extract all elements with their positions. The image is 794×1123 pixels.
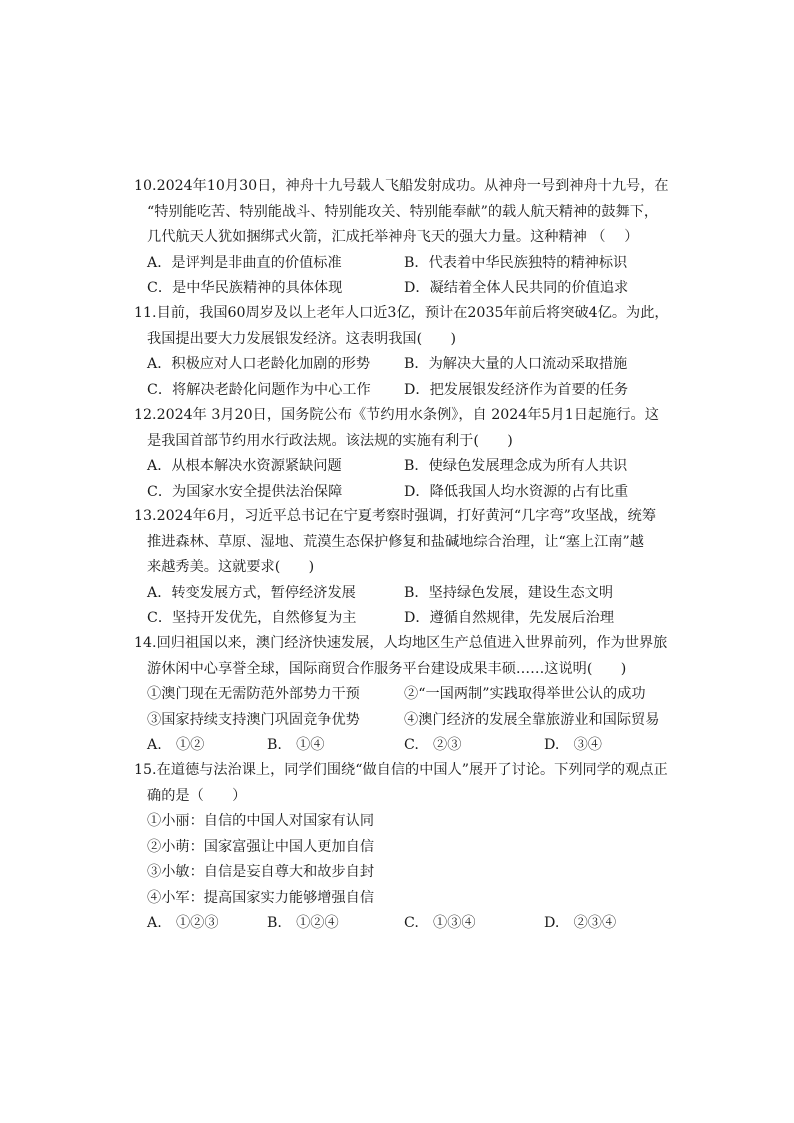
choice-row <box>134 911 674 937</box>
statement-4: ④澳门经济的发展全靠旅游业和国际贸易 <box>404 711 660 728</box>
question-stem-line: 推进森林、草原、湿地、荒漠生态保护修复和盐碱地综合治理，让“塞上江南”越 <box>147 533 644 550</box>
option-row <box>134 276 674 302</box>
option-row <box>134 480 674 506</box>
option-d: D．遵循自然规律，先发展后治理 <box>404 610 615 626</box>
statement-row <box>134 682 674 708</box>
statement-1: ①小丽：自信的中国人对国家有认同 <box>147 813 375 829</box>
question-stem-line: 几代航天人犹如捆绑式火箭，汇成托举神舟飞天的强大力量。这种精神 （ ） <box>147 229 639 245</box>
choice-b: B. ①④ <box>267 737 325 753</box>
question-stem-line: 15.在道德与法治课上，同学们围绕“做自信的中国人”展开了讨论。下列同学的观点正 <box>134 762 668 778</box>
question-13 <box>134 504 674 632</box>
statement-2: ②小萌：国家富强让中国人更加自信 <box>147 838 375 855</box>
option-c: C．将解决老龄化问题作为中心工作 <box>147 381 371 398</box>
question-12 <box>134 403 674 505</box>
option-b: B．使绿色发展理念成为所有人共识 <box>404 458 628 474</box>
question-stem-line: 11.目前，我国60周岁及以上老年人口近3亿，预计在2035年前后将突破4亿。为此， <box>134 305 669 321</box>
question-stem-line: 10.2024年10月30日，神舟十九号载人飞船发射成功。从神舟一号到神舟十九号，在 <box>134 178 669 194</box>
choice-c: C. ②③ <box>404 737 462 753</box>
statement-1: ①澳门现在无需防范外部势力干预 <box>147 686 360 702</box>
option-b: B．代表着中华民族独特的精神标识 <box>404 254 628 271</box>
statement-4: ④小军：提高国家实力能够增强自信 <box>147 889 375 906</box>
question-stem-line: 游休闲中心享誉全球，国际商贸合作服务平台建设成果丰硕……这说明( ) <box>147 660 627 677</box>
option-a: A．是评判是非曲直的价值标准 <box>147 254 342 271</box>
option-c: C．为国家水安全提供法治保障 <box>147 483 343 500</box>
question-10 <box>134 174 674 302</box>
question-stem-line: 12.2024年 3月20日，国务院公布《节约用水条例》，自 2024年5月1日起施行。这 <box>134 407 659 423</box>
question-stem-line: “特别能吃苦、特别能战斗、特别能攻关、特别能奉献”的载人航天精神的鼓舞下， <box>147 203 659 220</box>
question-11 <box>134 301 674 403</box>
option-a: A．转变发展方式，暂停经济发展 <box>147 584 356 601</box>
choice-c: C. ①③④ <box>404 915 476 931</box>
statement-3: ③国家持续支持澳门巩固竞争优势 <box>147 711 360 728</box>
choice-b: B. ①②④ <box>267 915 339 931</box>
option-a: A．从根本解决水资源紧缺问题 <box>147 458 342 474</box>
choice-d: D. ③④ <box>544 737 602 753</box>
question-stem-line: 是我国首部节约用水行政法规。该法规的实施有利于( ) <box>147 432 513 449</box>
option-d: D．降低我国人均水资源的占有比重 <box>404 483 629 500</box>
option-row <box>134 454 674 480</box>
choice-d: D. ②③④ <box>544 915 617 931</box>
option-b: B．坚持绿色发展，建设生态文明 <box>404 584 614 601</box>
question-14 <box>134 631 674 759</box>
option-a: A．积极应对人口老龄化加剧的形势 <box>147 356 371 372</box>
option-b: B．为解决大量的人口流动采取措施 <box>404 356 628 372</box>
choice-a: A. ①②③ <box>147 915 219 931</box>
statement-3: ③小敏：自信是妄自尊大和故步自封 <box>147 864 375 880</box>
choice-a: A. ①② <box>147 737 205 753</box>
option-row <box>134 606 674 632</box>
option-row <box>134 581 674 607</box>
statement-row <box>134 708 674 734</box>
option-c: C．坚持开发优先，自然修复为主 <box>147 610 357 626</box>
option-row <box>134 378 674 404</box>
option-row <box>134 352 674 378</box>
choice-row <box>134 733 674 759</box>
question-stem-line: 来越秀美。这就要求( ) <box>147 559 315 575</box>
statement-2: ②“一国两制”实践取得举世公认的成功 <box>404 686 646 702</box>
question-15 <box>134 758 674 937</box>
option-row <box>134 251 674 277</box>
option-d: D．凝结着全体人民共同的价值追求 <box>404 280 629 296</box>
question-stem-line: 确的是（ ） <box>147 787 247 804</box>
question-stem-line: 14.回归祖国以来，澳门经济快速发展，人均地区生产总值进入世界前列，作为世界旅 <box>134 635 668 651</box>
option-c: C．是中华民族精神的具体体现 <box>147 280 343 296</box>
question-stem-line: 我国提出要大力发展银发经济。这表明我国( ) <box>147 330 457 347</box>
option-d: D．把发展银发经济作为首要的任务 <box>404 381 629 398</box>
question-stem-line: 13.2024年6月，习近平总书记在宁夏考察时强调，打好黄河“几字弯”攻坚战，统筹 <box>134 508 657 524</box>
